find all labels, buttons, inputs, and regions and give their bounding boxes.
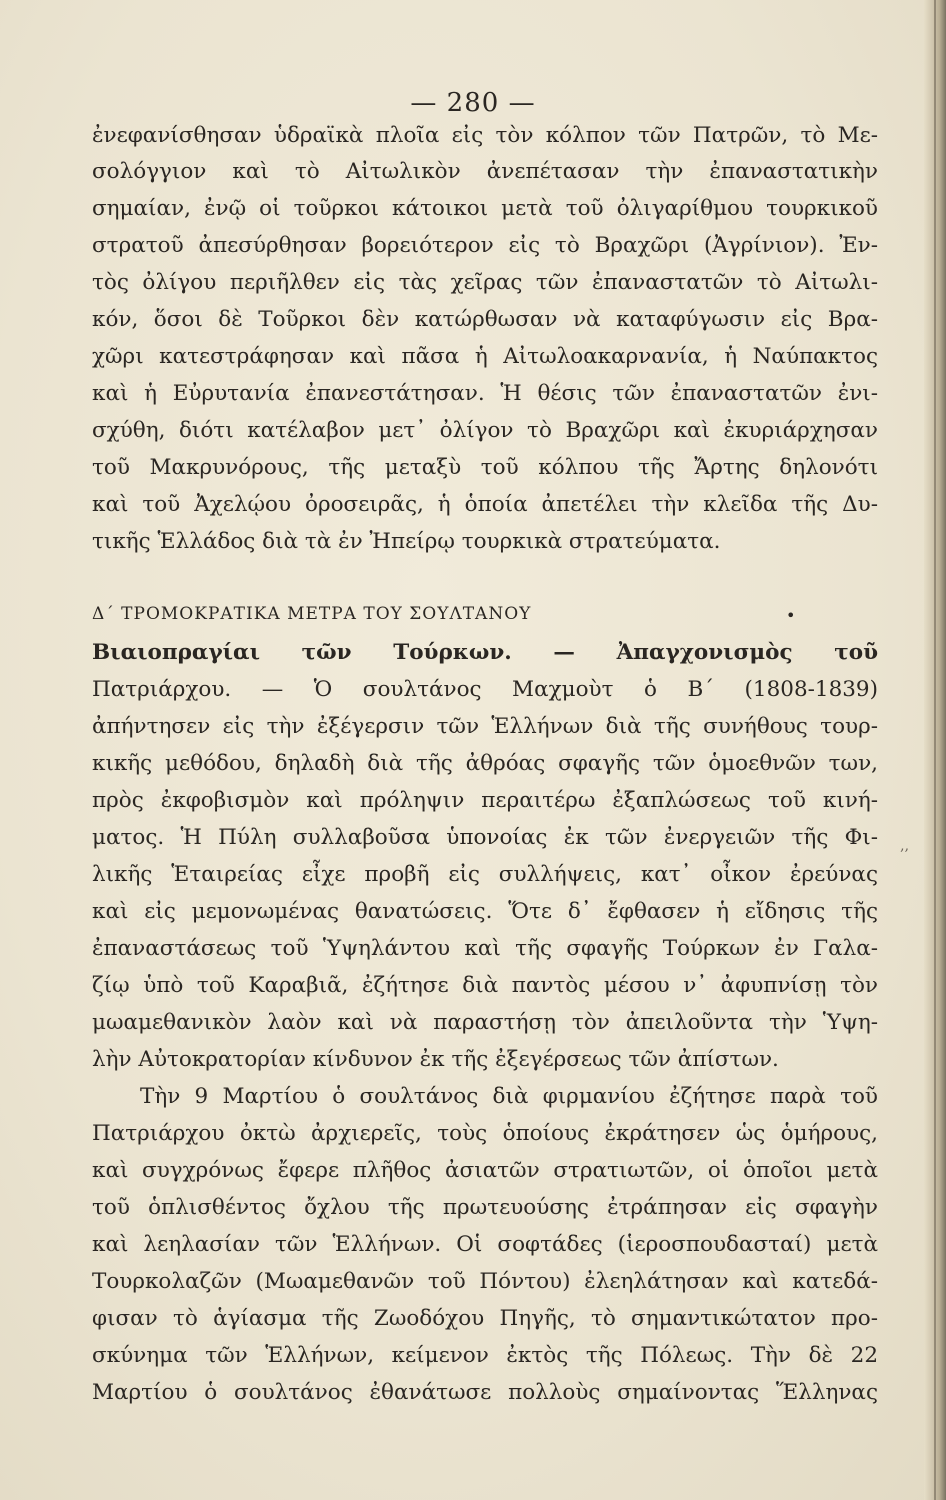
text-line: καὶ λεηλασίαν τῶν Ἑλλήνων. Οἱ σοφτάδες (ἱεροσπουδασταί) μετὰ	[92, 1232, 878, 1257]
text-line: καὶ ἡ Εὐρυτανία ἐπανεστάτησαν. Ἡ θέσις τῶν ἐπαναστατῶν ἐνι-	[92, 381, 878, 406]
text-line: ζίῳ ὑπὸ τοῦ Καραβιᾶ, ἐζήτησε διὰ παντὸς μέσου ν᾿ ἀφυπνίσῃ τὸν	[92, 973, 878, 998]
subheading-line: Πατριάρχου. — Ὁ σουλτάνος Μαχμοὺτ ὁ Β΄ (1808-1839)	[92, 677, 878, 702]
section-heading: Δ΄ ΤΡΟΜΟΚΡΑΤΙΚΑ ΜΕΤΡΑ ΤΟΥ ΣΟΥΛΤΑΝΟΥ	[92, 604, 532, 624]
text-line: χῶρι κατεστράφησαν καὶ πᾶσα ἡ Αἰτωλοακαρνανία, ἡ Ναύπακτος	[92, 344, 878, 369]
text-line: κόν, ὅσοι δὲ Τοῦρκοι δὲν κατώρθωσαν νὰ καταφύγωσιν εἰς Βρα-	[92, 307, 878, 332]
subheading-line: Βιαιοπραγίαι τῶν Τούρκων. — Ἀπαγχονισμὸς τοῦ	[92, 640, 878, 665]
text-line: σχύθη, διότι κατέλαβον μετ᾿ ὀλίγον τὸ Βραχῶρι καὶ ἐκυριάρχησαν	[92, 418, 878, 443]
text-line: πρὸς ἐκφοβισμὸν καὶ πρόληψιν περαιτέρω ἐξαπλώσεως τοῦ κινή-	[92, 788, 878, 813]
text-line: σκύνημα τῶν Ἑλλήνων, κείμενον ἐκτὸς τῆς Πόλεως. Τὴν δὲ 22	[92, 1343, 878, 1368]
text-line: ἀπήντησεν εἰς τὴν ἐξέγερσιν τῶν Ἑλλήνων διὰ τῆς συνήθους τουρ-	[92, 714, 878, 739]
text-line: Μαρτίου ὁ σουλτάνος ἐθανάτωσε πολλοὺς σημαίνοντας Ἕλληνας	[92, 1380, 878, 1405]
text-line: τικῆς Ἑλλάδος διὰ τὰ ἐν Ἠπείρῳ τουρκικὰ στρατεύματα.	[92, 529, 721, 554]
text-line: Τὴν 9 Μαρτίου ὁ σουλτάνος διὰ φιρμανίου ἐζήτησε παρὰ τοῦ	[140, 1084, 878, 1109]
margin-mark: ‚‚	[900, 838, 909, 854]
text-line: στρατοῦ ἀπεσύρθησαν βορειότερον εἰς τὸ Βραχῶρι (Ἀγρίνιον). Ἐν-	[92, 233, 878, 258]
text-line: τοῦ ὁπλισθέντος ὄχλου τῆς πρωτευούσης ἐτράπησαν εἰς σφαγὴν	[92, 1195, 878, 1220]
text-line: ἐνεφανίσθησαν ὑδραϊκὰ πλοῖα εἰς τὸν κόλπον τῶν Πατρῶν, τὸ Με-	[92, 123, 878, 148]
text-line: Τουρκολαζῶν (Μωαμεθανῶν τοῦ Πόντου) ἐλεηλάτησαν καὶ κατεδά-	[92, 1269, 878, 1294]
text-line: σημαίαν, ἐνῷ οἱ τοῦρκοι κάτοικοι μετὰ τοῦ ὀλιγαρίθμου τουρκικοῦ	[92, 196, 878, 221]
text-line: τὸς ὀλίγου περιῆλθεν εἰς τὰς χεῖρας τῶν ἐπαναστατῶν τὸ Αἰτωλι-	[92, 270, 878, 295]
text-line: κικῆς μεθόδου, δηλαδὴ διὰ τῆς ἀθρόας σφαγῆς τῶν ὁμοεθνῶν των,	[92, 751, 878, 776]
text-line: φισαν τὸ ἁγίασμα τῆς Ζωοδόχου Πηγῆς, τὸ σημαντικώτατον προ-	[92, 1306, 878, 1331]
text-line: καὶ συγχρόνως ἔφερε πλῆθος ἀσιατῶν στρατιωτῶν, οἱ ὁποῖοι μετὰ	[92, 1158, 878, 1183]
text-line: τοῦ Μακρυνόρους, τῆς μεταξὺ τοῦ κόλπου τῆς Ἄρτης δηλονότι	[92, 455, 878, 480]
text-line: σολόγγιον καὶ τὸ Αἰτωλικὸν ἀνεπέτασαν τὴν ἐπαναστατικὴν	[92, 159, 878, 184]
text-line: λικῆς Ἑταιρείας εἶχε προβῆ εἰς συλλήψεις, κατ᾿ οἶκον ἐρεύνας	[92, 862, 878, 887]
text-line: λὴν Αὐτοκρατορίαν κίνδυνον ἐκ τῆς ἐξεγέρσεως τῶν ἀπίστων.	[92, 1047, 779, 1072]
section-bullet: •	[786, 606, 796, 625]
text-line: καὶ τοῦ Ἀχελῴου ὀροσειρᾶς, ἡ ὁποία ἀπετέλει τὴν κλεῖδα τῆς Δυ-	[92, 492, 878, 517]
text-line: καὶ εἰς μεμονωμένας θανατώσεις. Ὅτε δ᾿ ἔφθασεν ἡ εἴδησις τῆς	[92, 899, 878, 924]
page-number: — 280 —	[410, 88, 536, 118]
text-line: ἐπαναστάσεως τοῦ Ὑψηλάντου καὶ τῆς σφαγῆς Τούρκων ἐν Γαλα-	[92, 936, 878, 961]
text-line: ματος. Ἡ Πύλη συλλαβοῦσα ὑπονοίας ἐκ τῶν ἐνεργειῶν τῆς Φι-	[92, 825, 878, 850]
page-edge-line	[934, 0, 936, 1500]
text-line: Πατριάρχου ὀκτὼ ἀρχιερεῖς, τοὺς ὁποίους ἐκράτησεν ὡς ὁμήρους,	[92, 1121, 878, 1146]
text-line: μωαμεθανικὸν λαὸν καὶ νὰ παραστήσῃ τὸν ἀπειλοῦντα τὴν Ὑψη-	[92, 1010, 878, 1035]
